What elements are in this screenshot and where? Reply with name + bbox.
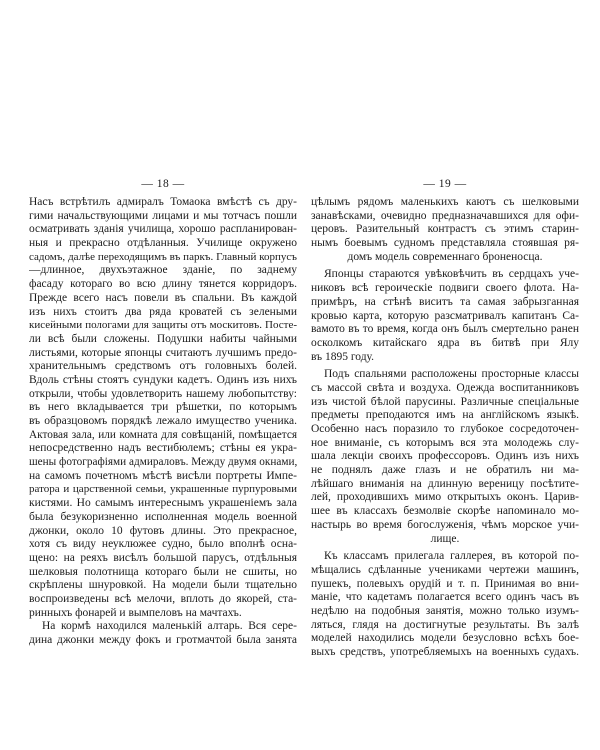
text-line: ли всѣ были сложены. Подушки набиты чайными xyxy=(29,332,297,345)
text-line: въ него вкладывается три рѣшетки, по которымъ xyxy=(29,401,297,414)
text-line: садомъ, далѣе переходящимъ въ паркъ. Главный корпусъ xyxy=(29,250,297,263)
text-line: ныя и прекрасно отдѣланныя. Училище окружено xyxy=(29,237,297,250)
text-line: Прежде всего насъ повели въ спальни. Въ каждой xyxy=(29,291,297,304)
text-line: изъ чистой бѣлой парусины. Различные спеціальные xyxy=(311,395,579,408)
text-line: гими начальствующими лицами и мы тотчасъ пошли xyxy=(29,209,297,222)
text-line: шелковыя полотнища котораго были не сшиты, но xyxy=(29,565,297,578)
text-line: Вдоль стѣны стоятъ сундуки кадетъ. Одинъ изъ нихъ xyxy=(29,373,297,386)
text-line: хранительнымъ средствомъ отъ головныхъ болей. xyxy=(29,360,297,373)
text-line: фасаду котораго во всю длину тянется корридоръ. xyxy=(29,278,297,291)
text-line: церовъ. Разительный контрастъ съ этимъ старин- xyxy=(311,223,579,236)
text-line: Актовая зала, или комната для совѣщаній, помѣщается xyxy=(29,428,297,441)
left-page xyxy=(29,177,297,648)
text-line: ляться, глядя на достигнутые результаты. Въ залѣ xyxy=(311,618,579,631)
text-line: вамото въ то время, когда онъ былъ смертельно ранен xyxy=(311,323,579,336)
text-line: пушекъ, полевыхъ орудій и т. п. Принимая во вни- xyxy=(311,577,579,590)
text-line: примѣръ, на стѣнѣ виситъ та самая забрызганная xyxy=(311,295,579,308)
text-line: Насъ встрѣтилъ адмиралъ Томаока вмѣстѣ съ дру- xyxy=(29,196,297,208)
page-text xyxy=(29,196,297,648)
text-line: дина джонки между фокъ и гротмачтой была занята xyxy=(29,634,297,646)
text-line: была безукоризненно исполненная модель военной xyxy=(29,510,297,523)
text-line: домъ модель современнаго броненосца. xyxy=(347,250,543,263)
text-line: въ образцовомъ порядкѣ лежало имущество ученика. xyxy=(29,415,297,427)
text-line: ратора и царственной семьи, украшенные пурпуровыми xyxy=(29,483,297,496)
text-line: маніе, что кадетамъ полагается всего одинъ часъ въ xyxy=(311,591,579,604)
text-line: осматривать зданія училища, хорошо распланирован- xyxy=(29,223,297,236)
text-line: непосредственно надъ вестибюлемъ; стѣны ея укра- xyxy=(29,442,297,455)
text-line: джонки, около 10 футовъ длины. Это прекрасное, xyxy=(29,524,297,537)
page-number: — 18 — xyxy=(141,178,185,190)
text-line: выхъ средствъ, употребляемыхъ на военныхъ судахъ. xyxy=(311,646,579,658)
text-line: моделей находились модели безусловно всѣхъ бое- xyxy=(311,632,579,645)
text-line: На кормѣ находился маленькій алтарь. Вся сере- xyxy=(42,620,297,633)
page-number: — 19 — xyxy=(423,178,467,190)
text-line: шены фотографіями адмираловъ. Между двумя окнами, xyxy=(29,456,297,469)
text-line: недѣлю на подобныя занятія, можно только изумъ- xyxy=(311,604,579,617)
text-line: предметы преподаются имъ на англійскомъ языкѣ. xyxy=(311,409,579,422)
text-line: Подъ спальнями расположены просторные классы xyxy=(324,368,579,381)
text-line: листьями, которые японцы считаютъ лучшимъ предо- xyxy=(29,346,297,359)
text-line: Японцы стараются увѣковѣчить въ сердцахъ уче- xyxy=(324,268,579,281)
text-line: никовъ всѣ героическіе подвиги своего флота. На- xyxy=(311,282,579,295)
text-line: ринныхъ фонарей и вымпеловъ на мачтахъ. xyxy=(29,606,242,619)
text-line: кистями. Но самымъ интереснымъ украшеніемъ зала xyxy=(29,497,297,510)
text-line: нымъ боевымъ судномъ представляла стоявшая ря- xyxy=(311,237,579,250)
text-line: щено: на реяхъ висѣлъ большой парусъ, отдѣльныя xyxy=(29,551,297,564)
text-line: цѣлымъ рядомъ маленькихъ каютъ съ шелковыми xyxy=(311,196,579,208)
text-line: мѣщались сдѣланные учениками чертежи машинъ, xyxy=(311,563,579,576)
text-line: изъ нихъ стоитъ два ряда кроватей съ зелеными xyxy=(29,305,297,318)
text-line: въ 1895 году. xyxy=(311,350,375,363)
text-line: хотя съ виду неуклюжее судно, было вполнѣ осна- xyxy=(29,538,297,551)
right-page xyxy=(311,177,579,660)
text-line: на самомъ почетномъ мѣстѣ висѣли портреты Импе- xyxy=(29,469,297,482)
text-line: скрѣплены шнуровкой. На модели были тщательно xyxy=(29,579,297,592)
text-line: настырь во время богослуженія, чѣмъ морское учи- xyxy=(311,518,579,531)
text-line: занавѣсками, очевидно предназначавшихся для офи- xyxy=(311,209,579,222)
text-line: Къ классамъ прилегала галлерея, въ которой по- xyxy=(324,550,579,563)
text-line: кисейными пологами для защиты отъ москитовъ. Посте- xyxy=(29,319,297,332)
text-line: съ массой свѣта и воздуха. Одежда воспитанниковъ xyxy=(311,381,579,394)
text-line: лѣйшаго вниманія на длинную вереницу посѣтите- xyxy=(311,477,579,490)
text-line: шала лекціи своихъ профессоровъ. Одинъ изъ нихъ xyxy=(311,450,579,463)
text-line: осколкомъ китайскаго ядра въ битвѣ при Ялу xyxy=(311,336,579,349)
text-line: ное вниманіе, съ которымъ вся эта молодежь слу- xyxy=(311,436,579,449)
text-line: лей, проходившихъ мимо открытыхъ оконъ. Царив- xyxy=(311,491,579,504)
text-line: Особенно насъ поразило то глубокое сосредоточен- xyxy=(311,423,579,435)
page-text xyxy=(311,196,579,660)
text-line: лище. xyxy=(430,532,460,545)
text-line: воспроизведены всѣ мелочи, вплоть до якорей, ста- xyxy=(29,592,297,605)
text-line: шее въ классахъ безмолвіе скорѣе напоминало мо- xyxy=(311,505,579,518)
text-line: —длинное, двухъэтажное зданіе, по заднему xyxy=(29,264,297,277)
text-line: кровью карта, которую разсматривалъ капитанъ Са- xyxy=(311,309,579,322)
text-line: открыли, чтобы удовлетворить нашему любопытству: xyxy=(29,387,297,400)
text-line: не поднялъ даже глазъ и не обратилъ ни ма- xyxy=(311,464,579,477)
